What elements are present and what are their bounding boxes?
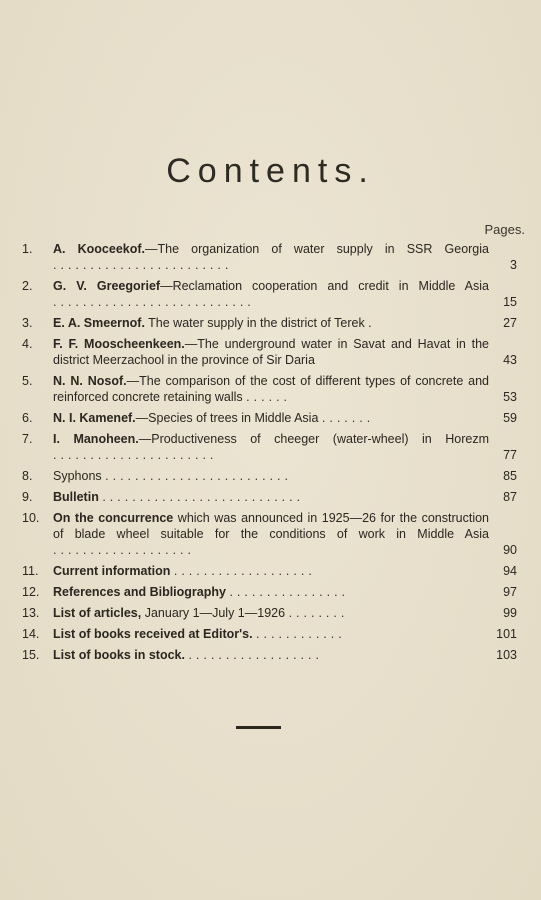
entry-page-number: 103 <box>496 648 517 662</box>
entry-page-number: 3 <box>510 258 517 272</box>
entry-page-number: 99 <box>503 606 517 620</box>
entry-number: 11. <box>22 564 39 578</box>
entry-number: 13. <box>22 606 40 620</box>
entry-title: which was announced in 1925—26 for the construction of blade wheel suitable for the conditions of work in Middle Asia <box>53 511 489 541</box>
leader-dots: ............ <box>256 627 346 641</box>
toc-entry <box>0 278 541 310</box>
leader-dots: ......................... <box>105 469 292 483</box>
leader-dots: ................ <box>229 585 350 599</box>
entry-author: F. F. Mooscheenkeen. <box>53 337 185 351</box>
leader-dots: ...... <box>246 390 292 404</box>
entry-author: On the concurrence <box>53 511 174 525</box>
entry-number: 7. <box>22 432 33 446</box>
entry-author: N. I. Kamenef. <box>53 411 136 425</box>
divider-rule <box>236 726 281 729</box>
entry-number: 9. <box>22 490 33 504</box>
entry-title: —Productiveness of cheeger (water-wheel) in Horezm <box>138 432 489 446</box>
toc-entry <box>0 336 541 368</box>
entry-text <box>53 431 489 463</box>
entry-page-number: 43 <box>503 353 517 367</box>
entry-title: The water supply in the district of Terek . <box>144 316 372 330</box>
entry-number: 8. <box>22 469 33 483</box>
entry-text <box>53 373 489 405</box>
leader-dots: ........................ <box>53 258 233 272</box>
entry-page-number: 85 <box>503 469 517 483</box>
entry-text <box>53 510 489 558</box>
toc-entry <box>0 489 541 505</box>
toc-entry <box>0 605 541 621</box>
toc-entry <box>0 563 541 579</box>
entry-number: 3. <box>22 316 33 330</box>
entry-title: January 1—July 1—1926 <box>141 606 286 620</box>
entry-author: I. Manoheen. <box>53 432 139 446</box>
entry-number: 15. <box>22 648 40 662</box>
entry-number: 5. <box>22 374 33 388</box>
entry-text <box>53 626 489 642</box>
entry-text <box>53 410 489 426</box>
toc-entry <box>0 241 541 273</box>
entry-page-number: 15 <box>503 295 517 309</box>
entry-author: Bulletin <box>53 490 99 504</box>
entry-author: References and Bibliography <box>53 585 226 599</box>
leader-dots: ........ <box>288 606 349 620</box>
leader-dots: ........................... <box>53 295 255 309</box>
table-of-contents <box>0 241 541 668</box>
toc-entry <box>0 626 541 642</box>
entry-text <box>53 605 489 621</box>
entry-author: List of books in stock. <box>53 648 185 662</box>
entry-page-number: 87 <box>503 490 517 504</box>
entry-page-number: 77 <box>503 448 517 462</box>
entry-author: A. Kooceekof. <box>53 242 145 256</box>
entry-text <box>53 468 489 484</box>
entry-author: E. A. Smeernof. <box>53 316 145 330</box>
entry-text <box>53 563 489 579</box>
entry-page-number: 27 <box>503 316 517 330</box>
entry-number: 6. <box>22 411 33 425</box>
entry-number: 1. <box>22 242 33 256</box>
entry-page-number: 101 <box>496 627 517 641</box>
entry-page-number: 90 <box>503 543 517 557</box>
toc-entry <box>0 584 541 600</box>
entry-number: 2. <box>22 279 33 293</box>
entry-text <box>53 241 489 273</box>
entry-number: 4. <box>22 337 33 351</box>
toc-entry <box>0 315 541 331</box>
entry-text <box>53 315 489 331</box>
toc-entry <box>0 510 541 558</box>
entry-title: —The underground water in Savat and Havat in the district Meerzachool in the province of Sir Daria <box>53 337 489 367</box>
entry-text <box>53 336 489 368</box>
entry-page-number: 97 <box>503 585 517 599</box>
entry-page-number: 94 <box>503 564 517 578</box>
page-title: Contents. <box>166 152 375 190</box>
entry-number: 10. <box>22 511 40 525</box>
toc-entry <box>0 468 541 484</box>
leader-dots: ...................... <box>53 448 218 462</box>
leader-dots: ....... <box>321 411 375 425</box>
toc-entry <box>0 431 541 463</box>
entry-title: —The comparison of the cost of different types of concrete and reinforced concrete retaining walls <box>53 374 489 404</box>
entry-title: Syphons <box>53 469 102 483</box>
leader-dots: ........................... <box>102 490 305 504</box>
entry-author: N. N. Nosof. <box>53 374 127 388</box>
entry-author: G. V. Greegorief <box>53 279 161 293</box>
entry-text <box>53 489 489 505</box>
entry-title: —The organization of water supply in SSR Georgia <box>145 242 489 256</box>
toc-entry <box>0 373 541 405</box>
leader-dots: ................... <box>173 564 316 578</box>
entry-number: 14. <box>22 627 40 641</box>
entry-title: —Reclamation cooperation and credit in Middle Asia <box>160 279 489 293</box>
entry-author: Current information <box>53 564 171 578</box>
entry-text <box>53 647 489 663</box>
entry-text <box>53 584 489 600</box>
entry-number: 12. <box>22 585 40 599</box>
entry-text <box>53 278 489 310</box>
pages-column-label: Pages. <box>484 222 525 237</box>
entry-page-number: 59 <box>503 411 517 425</box>
entry-page-number: 53 <box>503 390 517 404</box>
leader-dots: .................. <box>188 648 323 662</box>
entry-author: List of articles, <box>53 606 142 620</box>
toc-entry <box>0 410 541 426</box>
entry-title: —Species of trees in Middle Asia <box>135 411 319 425</box>
toc-entry <box>0 647 541 663</box>
entry-author: List of books received at Editor's. <box>53 627 253 641</box>
leader-dots: ................... <box>53 543 195 557</box>
